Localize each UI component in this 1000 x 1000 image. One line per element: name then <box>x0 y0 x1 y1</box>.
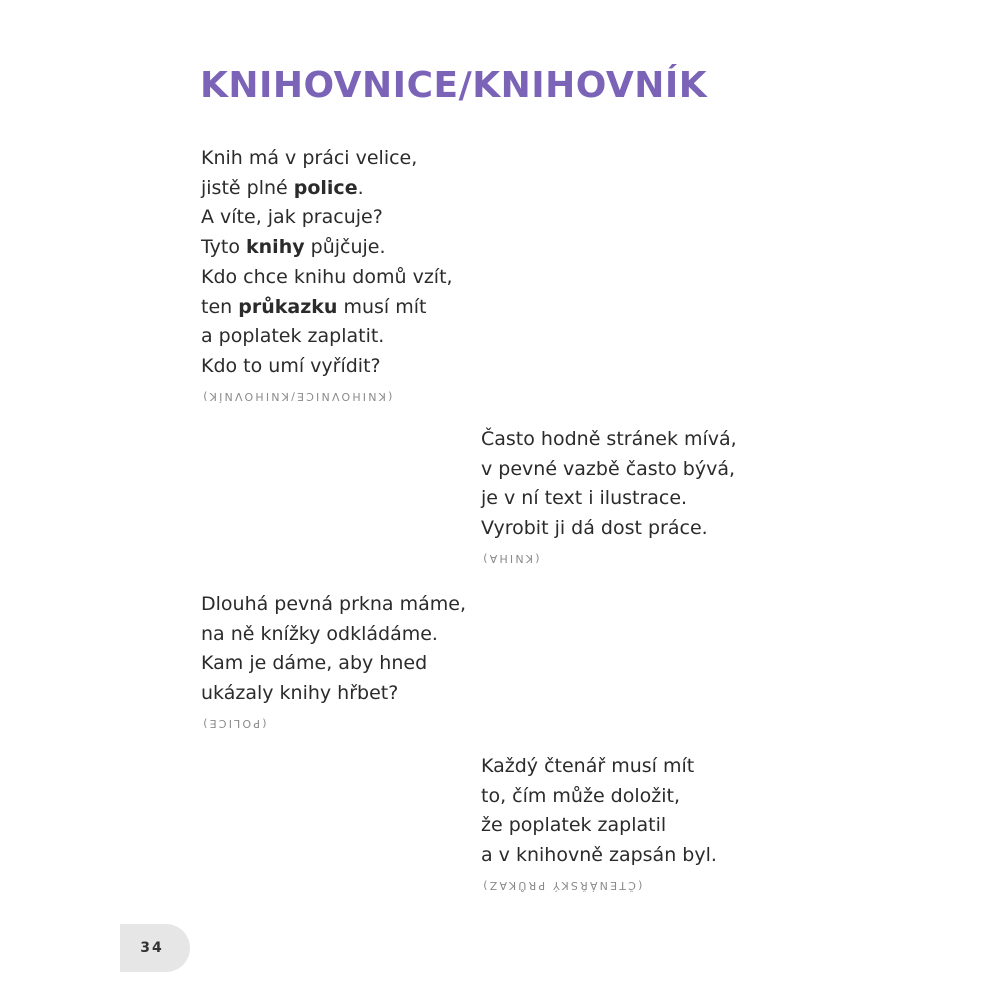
riddle-line: Tyto knihy půjčuje. <box>201 236 386 259</box>
riddle-4 <box>481 752 781 892</box>
riddle-line: ten průkazku musí mít <box>201 295 427 318</box>
bold-keyword: police <box>293 176 358 199</box>
riddle-1 <box>201 144 501 403</box>
riddle-line: a poplatek zaplatit. <box>201 325 385 348</box>
riddle-line: A víte, jak pracuje? <box>201 206 383 229</box>
page-number: 34 <box>140 940 164 956</box>
riddle-line: Často hodně stránek mívá, <box>481 428 737 450</box>
riddle-line: na ně knížky odkládáme. <box>201 622 438 645</box>
bold-keyword: knihy <box>246 236 305 259</box>
riddle-line: je v ní text i ilustrace. <box>481 487 688 510</box>
riddle-line: Kdo chce knihu domů vzít, <box>201 265 453 288</box>
riddle-line: Knih má v práci velice, <box>201 147 418 169</box>
bold-keyword: průkazku <box>238 295 338 318</box>
riddle-line: ukázaly knihy hřbet? <box>201 682 399 705</box>
riddle-line: to, čím může doložit, <box>481 784 681 807</box>
riddle-answer-upside-down: (KNIHA) <box>481 551 540 565</box>
riddle-line: a v knihovně zapsán byl. <box>481 844 717 867</box>
riddle-answer-upside-down: (ČTENÁŘSKÝ PRŮKAZ) <box>481 878 643 892</box>
riddle-answer-upside-down: (KNIHOVNICE/KNIHOVNÍK) <box>201 389 393 403</box>
riddle-line: Každý čtenář musí mít <box>481 755 695 777</box>
riddle-line: Vyrobit ji dá dost práce. <box>481 517 708 540</box>
page-number-tab <box>120 924 190 972</box>
riddle-3 <box>201 590 501 730</box>
riddle-line: v pevné vazbě často bývá, <box>481 457 736 480</box>
riddle-line: Kam je dáme, aby hned <box>201 652 428 675</box>
riddle-line: že poplatek zaplatil <box>481 814 667 837</box>
riddle-line: Dlouhá pevná prkna máme, <box>201 593 467 615</box>
riddle-2 <box>481 425 781 565</box>
riddle-line: jistě plné police. <box>201 176 364 199</box>
riddle-line: Kdo to umí vyřídit? <box>201 354 381 377</box>
riddle-answer-upside-down: (POLICE) <box>201 716 267 730</box>
page-title: KNIHOVNICE/KNIHOVNÍK <box>200 65 708 106</box>
